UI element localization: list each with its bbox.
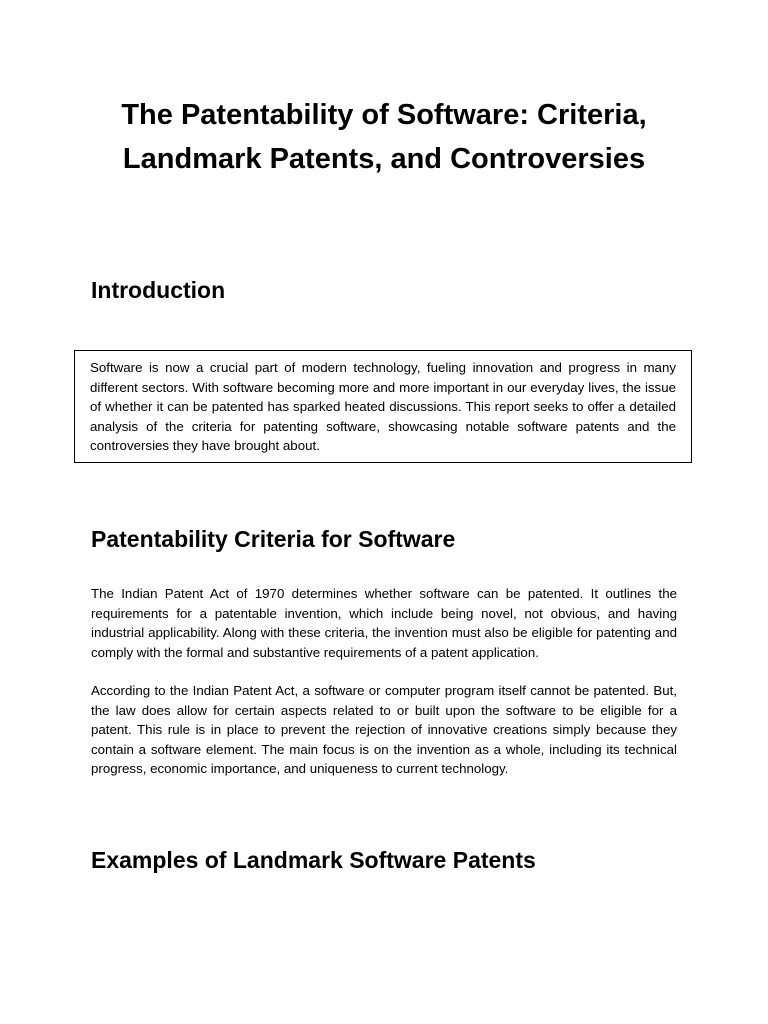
criteria-paragraph-1: The Indian Patent Act of 1970 determines whether software can be patented. It outlines the requirements for a patentable invention, which include being novel, not obvious, and having industrial applicability. Along with these criteria, the invention must also be eligible for patenting and comply with the formal and substantive requirements of a patent application. <box>91 586 677 660</box>
examples-heading: Examples of Landmark Software Patents <box>91 847 536 873</box>
criteria-paragraph-2: According to the Indian Patent Act, a software or computer program itself cannot be patented. But, the law does allow for certain aspects related to or built upon the software to be eligible for a patent. This rule is in place to prevent the rejection of innovative creations simply because they contain a software element. The main focus is on the invention as a whole, including its technical progress, economic importance, and uniqueness to current technology. <box>91 683 677 776</box>
page-title: The Patentability of Software: Criteria, Landmark Patents, and Controversies <box>121 99 647 175</box>
introduction-box <box>74 350 692 463</box>
introduction-paragraph: Software is now a crucial part of modern technology, fueling innovation and progress in many different sectors. With software becoming more and more important in our everyday lives, the issue of whether it can be patented has sparked heated discussions. This report seeks to offer a detailed analysis of the criteria for patenting software, showcasing notable software patents and the controversies they have brought about. <box>90 360 676 453</box>
introduction-heading: Introduction <box>91 277 226 303</box>
criteria-heading: Patentability Criteria for Software <box>91 526 456 552</box>
